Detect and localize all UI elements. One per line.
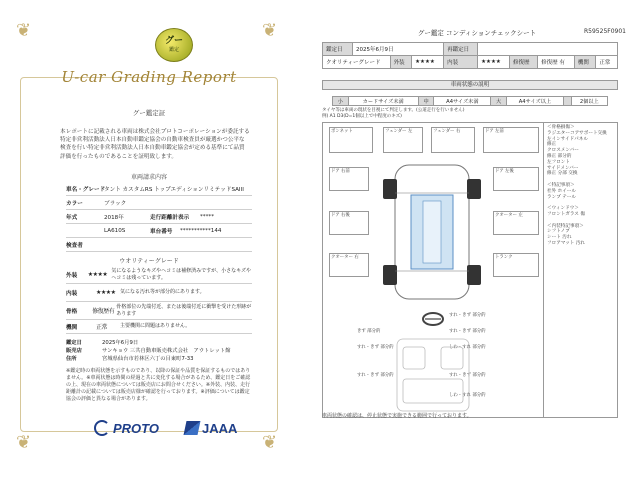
size-medium: 中 <box>418 97 434 106</box>
legend-line: 例) A1 D3(D=1個以上で中程度のキズ) <box>322 113 402 119</box>
info-row-year <box>66 210 252 224</box>
proto-logo <box>94 420 159 436</box>
footer-label: 販売店 <box>66 348 82 354</box>
grade-label: 外装 <box>66 272 78 279</box>
damage-label: すれ・きず 部分的 <box>449 329 486 334</box>
grade-text: 気になる汚れ等が部分的にあります。 <box>120 289 205 296</box>
frame-label: 修復歴 <box>510 56 538 69</box>
grade-label: 内装 <box>66 290 78 297</box>
part-label: クオーター 左 <box>495 213 523 218</box>
row-value: 2018年 <box>104 214 124 221</box>
proto-logo-text: PROTO <box>113 420 159 436</box>
jaaa-logo <box>185 421 237 436</box>
info-row-model <box>66 224 252 238</box>
footer-value: 宮城県仙台市若林区六丁の目東町7-33 <box>102 356 194 362</box>
grade-row-exterior <box>66 266 252 284</box>
part-label: ドア 右後 <box>331 213 350 218</box>
steering-wheel-icon <box>421 311 445 327</box>
sheet-title: グー鑑定 コンディションチェックシート <box>417 29 537 37</box>
legend-note <box>322 108 618 119</box>
part-label: ドア 左前 <box>485 129 504 134</box>
interior-stars: ★★★★ <box>478 56 510 69</box>
grade-stars: 修復歴有 <box>92 308 115 315</box>
size-small: 小 <box>333 97 349 106</box>
grade-stars: ★★★★ <box>96 289 116 296</box>
grade-stars: 正常 <box>96 324 108 331</box>
footer-shop-row <box>66 348 252 355</box>
model-code: LA610S <box>104 227 126 234</box>
quality-section-title: ウオリティーグレード <box>119 258 179 265</box>
damage-label: しわ・すれ 部分的 <box>449 345 486 350</box>
corner-ornament-icon: ❦ <box>16 20 32 41</box>
footer-value: サンキョウ 三共自動車販売株式会社 アウトレット館 <box>102 348 231 354</box>
goo-badge-logo <box>155 28 193 62</box>
car-top-view-icon <box>373 157 491 307</box>
date-label: 鑑定日 <box>323 43 353 56</box>
side-notes <box>544 122 618 418</box>
proto-logo-icon <box>94 420 110 436</box>
damage-label: きず 部分的 <box>357 329 381 334</box>
part-label: トランク <box>495 255 513 260</box>
footer-date-row <box>66 340 252 347</box>
part-label: フェンダー 左 <box>385 129 413 134</box>
exterior-stars: ★★★★ <box>412 56 444 69</box>
certificate-title: U-car Grading Report <box>61 68 237 86</box>
certificate-intro: 本レポートに記載される車両は株式会社プロトコーポレーションが委託する特定非営利活動法人日本自動車鑑定協会の自動車検査員が厳選かつ公平な検査を行い特定非営利活動法人日本自動車鑑定協会が定める基準にて品質評価を行ったものであることを証明致します。 <box>60 129 250 160</box>
reinspect-label: 再鑑定日 <box>444 43 478 56</box>
badge-sub-text: 鑑定 <box>168 47 179 53</box>
row-label: 年式 <box>66 214 78 221</box>
quality-grade-label: クオリティーグレード <box>323 56 391 69</box>
grading-certificate <box>14 22 284 470</box>
footer-label: 鑑定日 <box>66 340 82 346</box>
mileage-label: 走行距離計表示 <box>150 214 190 221</box>
info-row-name <box>66 182 252 196</box>
part-label: ドア 右前 <box>331 169 350 174</box>
engine-value: 正常 <box>596 56 618 69</box>
footer-address-row <box>66 356 252 363</box>
damage-label: すれ・きず 部分的 <box>449 373 486 378</box>
grade-text: 骨格部位の先端付近、または後端付近に衝撃を受けた形跡があります <box>116 304 252 317</box>
size-legend-table <box>332 96 608 106</box>
legend-line: タイヤ等は車両の現状を目視にて判定します。(公道走行を行いません) <box>322 108 465 113</box>
certificate-notes: ※鑑定時の車両状態を示すものであり、以降の保証や品質を保証するものではありません。※車両状態は時間の経過と共に変化する場合があるため、鑑定日をご確認の上、現在の車両状態については販売店にお問合せください。※外装、内装、走行距離計の記載については販売店様が確認を行っております。※評価については鑑定協会の評価と異なる場合があります。 <box>66 368 251 402</box>
size-small-desc: カードサイズ未満 <box>348 97 418 106</box>
vehicle-section-title: 車両請求内容 <box>130 174 167 181</box>
sheet-header-table <box>322 42 618 69</box>
jaaa-logo-icon <box>184 421 201 435</box>
size-medium-desc: A4サイズ未満 <box>434 97 491 106</box>
part-label: ボンネット <box>331 129 353 134</box>
badge-main-text: グー <box>164 36 183 46</box>
size-large: 大 <box>491 97 507 106</box>
grade-row-engine <box>66 320 252 334</box>
footer-label: 住所 <box>66 356 77 362</box>
damage-label: すれ・きず 部分的 <box>357 373 394 378</box>
size-large-desc: A4サイズ以上 <box>506 97 563 106</box>
row-label: 車名・グレード <box>66 186 106 193</box>
corner-ornament-icon: ❦ <box>16 432 32 453</box>
row-value: ブラック <box>104 200 127 207</box>
row-label: 検査者 <box>66 242 83 249</box>
date-value: 2025年6月9日 <box>353 43 444 56</box>
footer-value: 2025年6月9日 <box>102 340 139 346</box>
jaaa-logo-text: JAAA <box>202 420 238 436</box>
grade-text: 気になるようなキズやヘコミは補修済みですが、小さなキズやヘコミは残っています。 <box>111 268 252 281</box>
interior-label: 内装 <box>444 56 478 69</box>
grade-label: 骨格 <box>66 308 78 315</box>
chassis-value: ***********144 <box>180 227 222 234</box>
mileage-value: ***** <box>200 213 214 220</box>
frame-value: 修復歴 有 <box>538 56 575 69</box>
grade-stars: ★★★★ <box>87 271 108 278</box>
part-label: クオーター 右 <box>331 255 359 260</box>
car-interior-icon <box>393 337 473 415</box>
exterior-label: 外装 <box>390 56 412 69</box>
grade-row-interior <box>66 284 252 302</box>
sheet-footnote: 車両状態の確認は、停止状態で実施できる範囲で行っております。 <box>322 413 472 419</box>
info-row-inspector <box>66 238 252 252</box>
sheet-id: R59525F0901 <box>584 28 626 35</box>
size-multi <box>563 97 571 106</box>
engine-label: 機関 <box>574 56 596 69</box>
damage-label: しわ・すれ 部分的 <box>449 393 486 398</box>
certificate-subtitle: グー鑑定証 <box>132 109 166 117</box>
size-multi-desc: 2個以上 <box>571 97 608 106</box>
corner-ornament-icon: ❦ <box>262 432 278 453</box>
corner-ornament-icon: ❦ <box>262 20 278 41</box>
damage-label: すれ・きず 部分的 <box>449 313 486 318</box>
grade-label: 機関 <box>66 324 78 331</box>
row-value: タント カスタムRS トップエディションリミテッドSAIII <box>104 186 244 193</box>
grade-text: 主要機関に問題はありません。 <box>120 323 191 330</box>
part-label: フェンダー 右 <box>433 129 461 134</box>
row-label: カラー <box>66 200 83 207</box>
reinspect-value <box>478 43 618 56</box>
vehicle-damage-diagram <box>322 122 544 418</box>
part-label: ドア 左後 <box>495 169 514 174</box>
info-row-color <box>66 196 252 210</box>
side-notes-text: ＜骨格損傷＞ ラジエターコアサポート交換 左インサイドパネル 修正 クロスメンバー 修正 部分的 左フロント サイドメンバー 修正 分部 交換 ＜特記事項＞ 社外 ホイール ランプ テール ＜ウィンドウ＞ フロントガラス 傷 ＜内装特記事項＞ シフトノブ シート 汚れ フロアマット 汚れ <box>547 125 607 246</box>
damage-label: すれ・きず 部分的 <box>357 345 394 350</box>
logos <box>94 420 237 436</box>
chassis-label: 車台番号 <box>150 228 173 235</box>
state-title: 車両状態の説明 <box>322 80 618 90</box>
grade-row-frame <box>66 302 252 320</box>
